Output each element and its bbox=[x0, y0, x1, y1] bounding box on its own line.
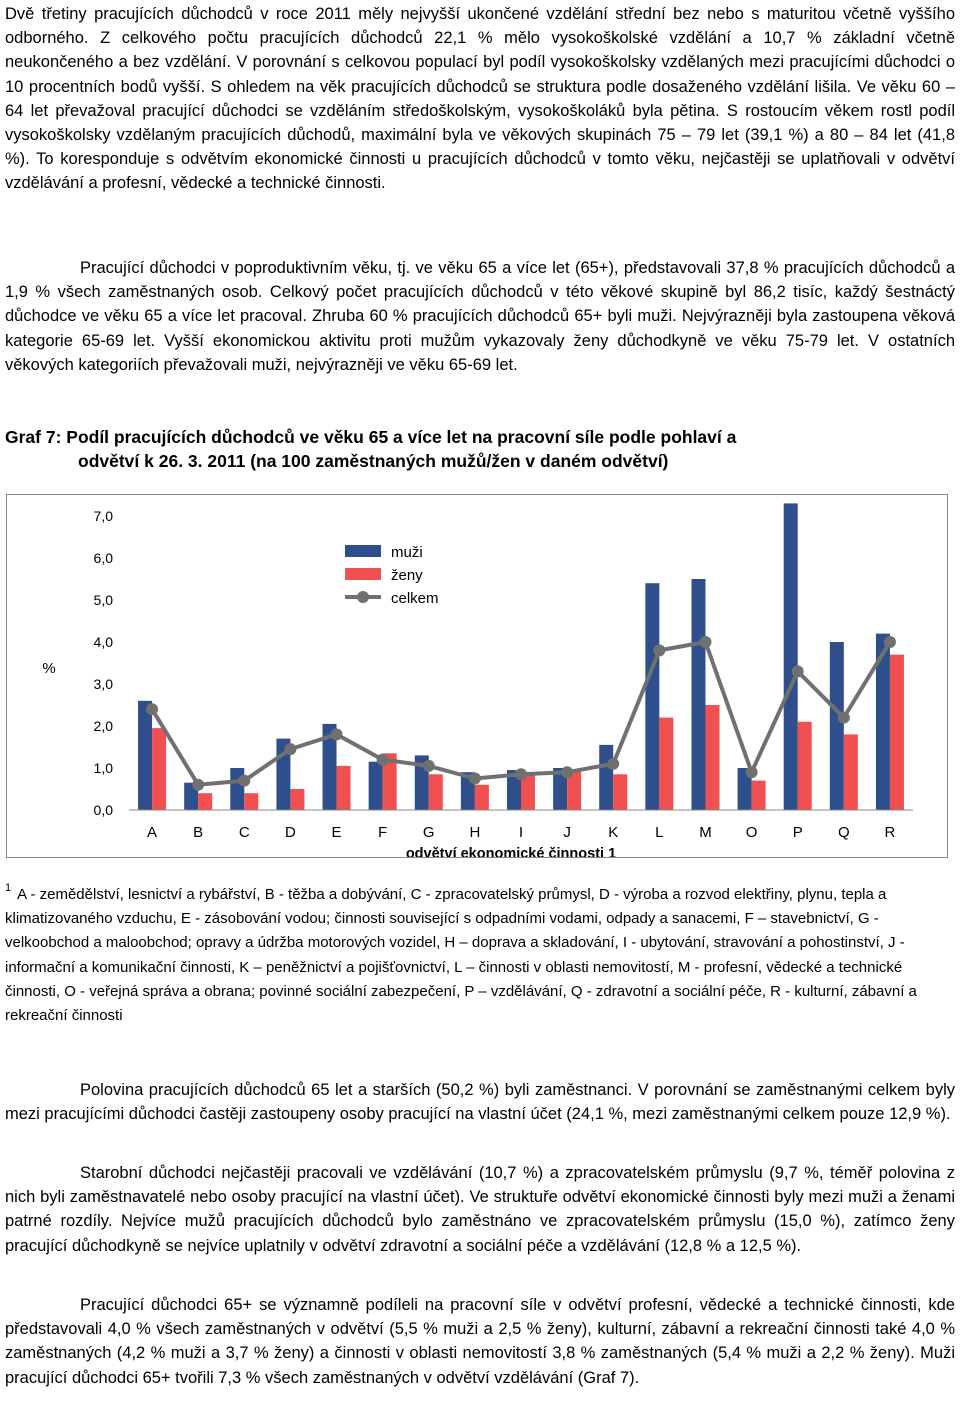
x-tick-label: A bbox=[147, 824, 158, 841]
bar-men bbox=[645, 583, 659, 810]
bar-men bbox=[230, 768, 244, 810]
line-point-total bbox=[699, 636, 711, 648]
y-tick-label: 7,0 bbox=[93, 508, 113, 524]
line-point-total bbox=[192, 779, 204, 791]
bar-women bbox=[705, 705, 719, 810]
bar-women bbox=[429, 774, 443, 810]
x-tick-label: K bbox=[608, 824, 619, 841]
x-tick-label: M bbox=[699, 824, 712, 841]
legend-swatch-women bbox=[345, 568, 381, 580]
y-tick-label: 3,0 bbox=[93, 676, 113, 692]
chart-caption-line1: Graf 7: Podíl pracujících důchodců ve věku 65 a více let na pracovní síle podle pohlaví a bbox=[5, 427, 737, 447]
y-tick-label: 6,0 bbox=[93, 550, 113, 566]
bar-women bbox=[244, 793, 258, 810]
bar-women bbox=[198, 793, 212, 810]
bar-men bbox=[369, 762, 383, 810]
line-point-total bbox=[377, 754, 389, 766]
bar-women bbox=[337, 766, 351, 810]
y-axis-label: % bbox=[42, 660, 56, 677]
bar-men bbox=[599, 745, 613, 810]
legend-label: celkem bbox=[391, 590, 439, 607]
x-tick-label: I bbox=[518, 824, 524, 841]
line-point-total bbox=[746, 766, 758, 778]
bar-women bbox=[152, 728, 166, 810]
line-point-total bbox=[469, 773, 481, 785]
x-tick-label: D bbox=[284, 824, 296, 841]
legend-label: ženy bbox=[391, 567, 423, 584]
paragraph-2: Pracující důchodci v poproduktivním věku, tj. ve věku 65 a více let (65+), představovali 37,8 % pracujících důchodců a 1,9 % všech zaměstnaných osob. Celkový počet pracujících důchodců v této věkové skupině byl 86,2 tisíc, každý šestnáctý důchodce ve věku 65 a více let pracoval. Zhruba 60 % pracujících důchodců 65+ byli muži. Nejvýrazněji byla zastoupena věková kategorie 65-69 let. Vyšší ekonomickou aktivitu proti mužům vykazovaly ženy důchodkyně ve věku 75-79 let. V ostatních věkových kategoriích převažovali muži, nejvýrazněji ve věku 65-69 let. bbox=[5, 259, 955, 374]
paragraph-4: Starobní důchodci nejčastěji pracovali ve vzdělávání (10,7 %) a zpracovatelském průmyslu (9,7 %, téměř polovina z nich byli zaměstnavatelé nebo osoby pracující na vlastní účet). Ve struktuře odvětví ekonomické činnosti byly mezi muži a ženami patrné rozdíly. Nejvíce mužů pracujících důchodců bylo zaměstnáno ve zpracovatelském průmyslu (15,0 %), zatímco ženy pracující důchodkyně se nejvíce uplatnily v odvětví zdravotní a sociální péče a vzdělávání (12,8 % a 12,5 %). bbox=[5, 1164, 955, 1255]
footnote-mark: 1 bbox=[5, 882, 12, 894]
x-tick-label: L bbox=[655, 824, 664, 841]
x-tick-label: P bbox=[792, 824, 803, 841]
bar-men bbox=[784, 503, 798, 810]
x-tick-label: H bbox=[469, 824, 481, 841]
line-point-total bbox=[331, 728, 343, 740]
x-tick-label: F bbox=[378, 824, 388, 841]
x-tick-label: E bbox=[331, 824, 342, 841]
line-point-total bbox=[284, 743, 296, 755]
bar-men bbox=[691, 579, 705, 810]
x-axis-label: odvětví ekonomické činnosti 1 bbox=[405, 846, 617, 857]
y-tick-label: 0,0 bbox=[93, 802, 113, 818]
paragraph-3: Polovina pracujících důchodců 65 let a starších (50,2 %) byli zaměstnanci. V porovnání se zaměstnanými celkem byly mezi pracujícími důchodci častěji zastoupeny osoby pracující na vlastní účet (24,1 %, mezi zaměstnanými celkem pouze 12,9 %). bbox=[5, 1081, 955, 1124]
chart-caption bbox=[5, 425, 955, 473]
y-tick-label: 2,0 bbox=[93, 718, 113, 734]
line-point-total bbox=[792, 665, 804, 677]
x-tick-label: B bbox=[193, 824, 204, 841]
bar-women bbox=[752, 781, 766, 810]
bar-line-chart bbox=[7, 495, 947, 857]
x-tick-label: G bbox=[422, 824, 435, 841]
line-point-total bbox=[238, 775, 250, 787]
paragraph-1: Dvě třetiny pracujících důchodců v roce 2011 měly nejvyšší ukončené vzdělání střední bez nebo s maturitou včetně vyššího odborného. Z celkového počtu pracujících důchodců 22,1 % mělo vysokoškolské vzdělání a 10,7 % základní včetně neukončeného a bez vzdělání. V porovnání s celkovou populací byl podíl vysokoškolsky vzdělaných mezi pracujícími důchodci o 10 procentních bodů vyšší. S ohledem na věk pracujících důchodců se struktura podle dosaženého vzdělání lišila. Ve věku 60 – 64 let převažoval pracující důchodci se vzděláním středoškolským, vysokoškoláků byla pětina. S rostoucím věkem rostl podíl vysokoškolsky vzdělaným pracujících důchodů, maximální byla ve věkových skupinách 75 – 79 let (39,1 %) a 80 – 84 let (41,8 %). To koresponduje s odvětvím ekonomické činnosti u pracujících důchodců v tomto věku, nejčastěji se uplatňovali v odvětví vzdělávání a profesní, vědecké a technické činnosti. bbox=[5, 5, 955, 193]
x-tick-label: O bbox=[745, 824, 758, 841]
x-tick-label: R bbox=[884, 824, 896, 841]
bar-women bbox=[613, 774, 627, 810]
footnote-text: A - zemědělství, lesnictví a rybářství, B - těžba a dobývání, C - zpracovatelský průmysl, D - výroba a rozvod elektřiny, plynu, tepla a klimatizovaného vzduchu, E - zásobování vodou; činnosti související s odpadními vodami, odpady a sanacemi, F – stavebnictví, G - velkoobchod a maloobchod; opravy a údržba motorových vozidel, H – doprava a skladování, I - ubytování, stravování a pohostinství, J - informační a komunikační činnosti, K – peněžnictví a pojišťovnictví, L – činnosti v oblasti nemovitostí, M - profesní, vědecké a technické činnosti, O - veřejná správa a obrana; povinné sociální zabezpečení, P – vzdělávání, Q - zdravotní a sociální péče, R - kulturní, zábavní a rekreační činnosti bbox=[5, 886, 917, 1025]
paragraph-5: Pracující důchodci 65+ se významně podíleli na pracovní síle v odvětví profesní, vědecké a technické činnosti, kde představovali 4,0 % všech zaměstnaných v odvětví (5,5 % muži a 2,5 % ženy), kulturní, zábavní a rekreační činnosti také 4,0 % zaměstnaných (4,2 % muži a 3,7 % ženy) a činnosti v oblasti nemovitostí 3,8 % zaměstnaných (5,4 % muži a 2,2 % ženy). Muži pracující důchodci 65+ tvořili 7,3 % všech zaměstnaných v odvětví vzdělávání (Graf 7). bbox=[5, 1296, 955, 1387]
line-point-total bbox=[884, 636, 896, 648]
chart-caption-line2: odvětví k 26. 3. 2011 (na 100 zaměstnaných mužů/žen v daném odvětví) bbox=[78, 451, 669, 471]
y-tick-label: 1,0 bbox=[93, 760, 113, 776]
line-point-total bbox=[146, 703, 158, 715]
legend-swatch-total-marker bbox=[357, 591, 369, 603]
bar-women bbox=[890, 655, 904, 810]
bar-men bbox=[830, 642, 844, 810]
line-point-total bbox=[607, 758, 619, 770]
legend-label: muži bbox=[391, 544, 423, 561]
chart-footnote bbox=[5, 876, 955, 1028]
line-point-total bbox=[515, 768, 527, 780]
y-tick-label: 4,0 bbox=[93, 634, 113, 650]
bar-men bbox=[138, 701, 152, 810]
chart-frame bbox=[6, 494, 948, 858]
bar-women bbox=[798, 722, 812, 810]
line-point-total bbox=[423, 760, 435, 772]
bar-women bbox=[844, 734, 858, 810]
x-tick-label: Q bbox=[837, 824, 850, 841]
legend-swatch-men bbox=[345, 545, 381, 557]
bar-women bbox=[659, 718, 673, 810]
x-tick-label: C bbox=[238, 824, 250, 841]
bar-women bbox=[290, 789, 304, 810]
line-point-total bbox=[838, 712, 850, 724]
bar-women bbox=[475, 785, 489, 810]
line-point-total bbox=[653, 644, 665, 656]
line-point-total bbox=[561, 766, 573, 778]
line-series-total bbox=[152, 642, 890, 785]
x-tick-label: J bbox=[563, 824, 571, 841]
y-tick-label: 5,0 bbox=[93, 592, 113, 608]
